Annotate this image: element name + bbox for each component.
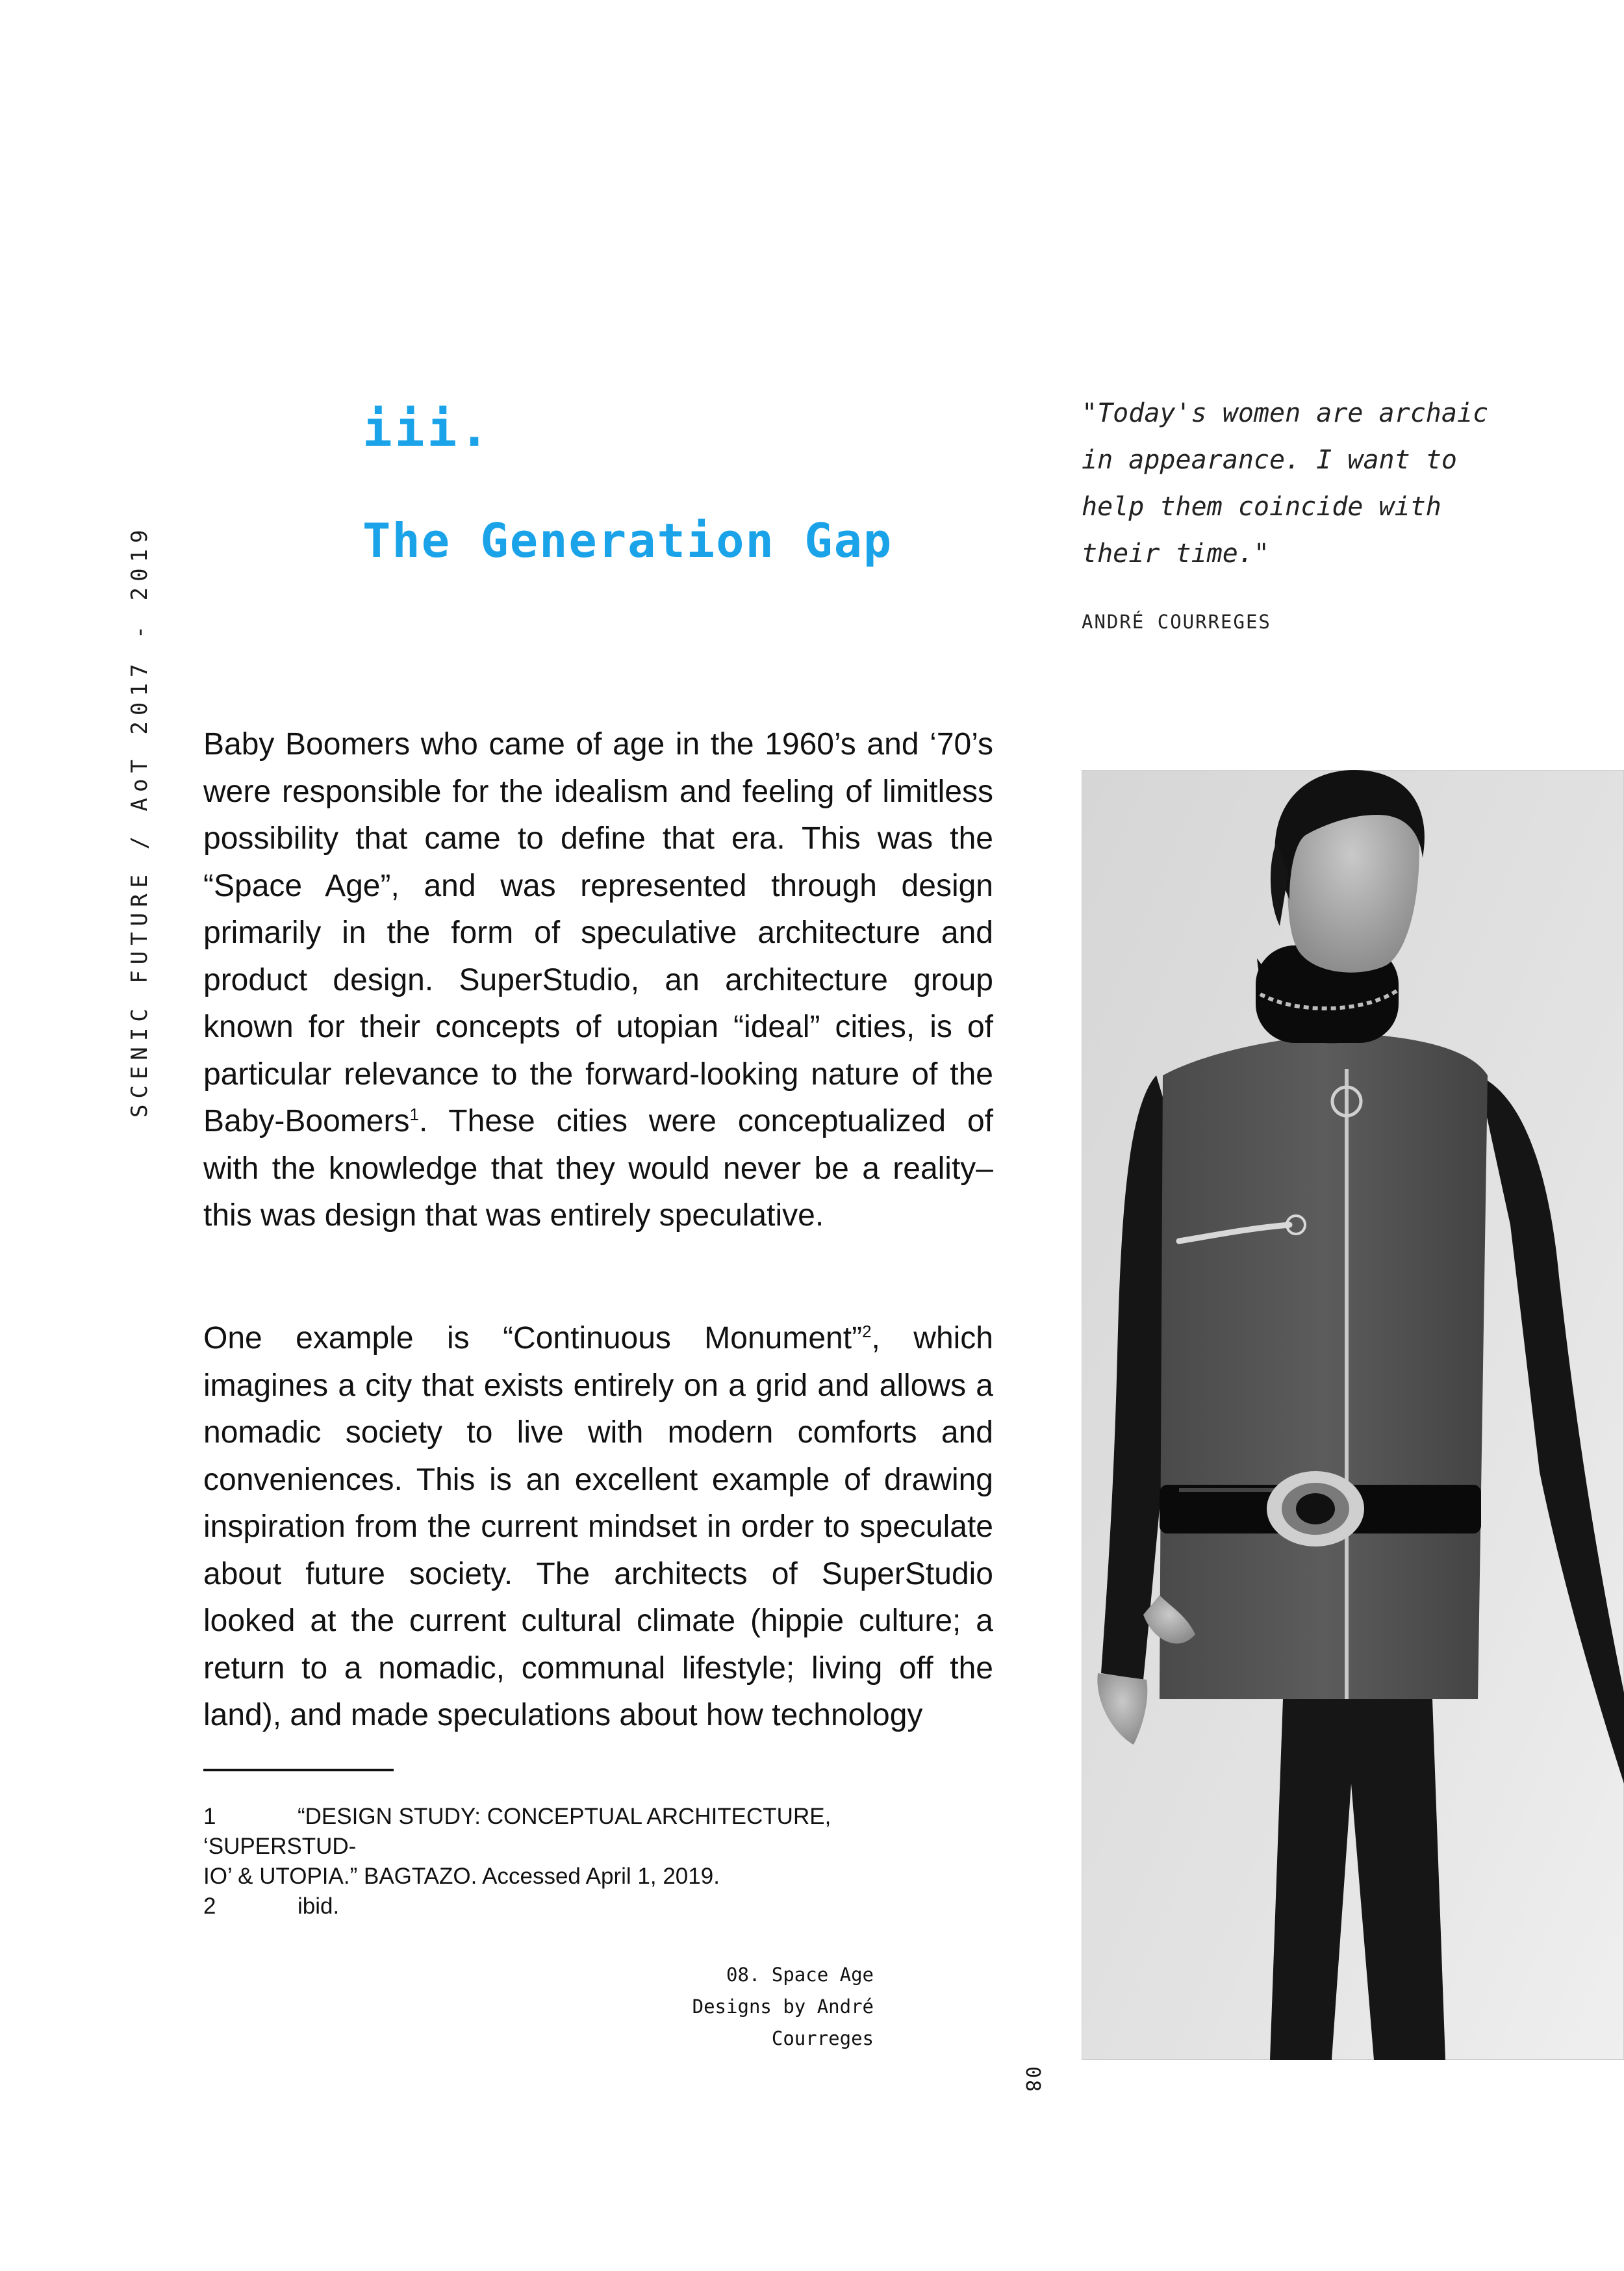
caption-line: 08. Space Age	[726, 1964, 874, 1986]
footnote-2	[203, 1892, 983, 1921]
caption-line: Designs by André	[692, 1995, 874, 2018]
footnote-number: 2	[203, 1893, 216, 1919]
quote-line: their time."	[1082, 539, 1269, 569]
running-header: SCENIC FUTURE / AoT 2017 - 2019	[127, 524, 153, 1118]
paragraph-text: . These cities were conceptualized of with the knowledge that they would never be a reality–this was design that was entirely speculative.	[203, 1104, 993, 1233]
caption-line: Courreges	[771, 2027, 874, 2049]
section-title: The Generation Gap	[362, 513, 893, 568]
figure-caption	[692, 1959, 874, 2055]
page-number: 08	[1021, 2066, 1044, 2094]
footnote-divider	[203, 1769, 394, 1771]
paragraph-text: , which imagines a city that exists entirely on a grid and allows a nomadic society to live with modern comforts and conveniences. This is an excellent example of drawing inspiration from the current mindset in order to speculate about future society. The architects of SuperStudio looked at the current cultural climate (hippie culture; a return to a nomadic, communal lifestyle; living off the land), and made speculations about how technology	[203, 1321, 993, 1732]
fashion-photo	[1082, 770, 1624, 2060]
paragraph-text: Baby Boomers who came of age in the 1960’s and ‘70’s were responsible for the idealism and feeling of limitless possibility that came to define that era. This was the “Space Age”, and was represented through design primarily in the form of speculative architecture and product design. SuperStudio, an architecture group known for their concepts of utopian “ideal” cities, is of particular relevance to the forward-looking nature of the Baby-Boomers	[203, 727, 993, 1138]
body-paragraph-2	[203, 1315, 993, 1739]
footnote-1	[203, 1802, 983, 1862]
footnote-text: “DESIGN STUDY: CONCEPTUAL ARCHITECTURE, ‘SUPERSTUD-	[203, 1804, 831, 1859]
quote-line: in appearance. I want to	[1082, 445, 1457, 475]
quote-line: "Today's women are archaic	[1082, 398, 1489, 428]
quote-line: help them coincide with	[1082, 492, 1441, 522]
paragraph-text: One example is “Continuous Monument”	[203, 1321, 863, 1355]
footnote-ref[interactable]: 2	[862, 1322, 872, 1341]
pull-quote	[1082, 390, 1575, 577]
section-number: iii.	[362, 400, 492, 457]
footnote-1-continued: IO’ & UTOPIA.” BAGTAZO. Accessed April 1, 2019.	[203, 1864, 720, 1889]
footnote-text: ibid.	[298, 1893, 340, 1919]
footnotes	[203, 1802, 983, 1921]
quote-author: ANDRÉ COURREGES	[1082, 611, 1271, 633]
body-paragraph-1	[203, 721, 993, 1240]
footnote-number: 1	[203, 1804, 216, 1829]
footnote-ref[interactable]: 1	[409, 1105, 419, 1124]
